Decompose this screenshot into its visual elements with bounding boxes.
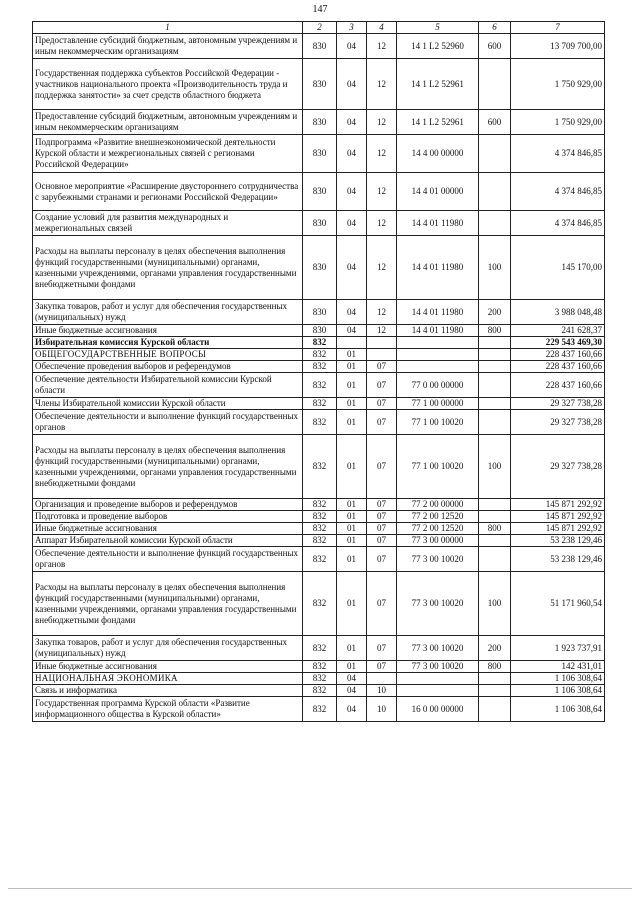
row-subsection: 12 [367,59,397,110]
row-amount: 29 327 738,28 [511,435,605,499]
row-amount: 241 628,37 [511,325,605,337]
row-target-article: 77 3 00 10020 [397,547,479,572]
row-name: Иные бюджетные ассигнования [33,523,303,535]
row-target-article [397,337,479,349]
row-admin-code: 830 [303,110,337,135]
row-section: 04 [337,173,367,211]
row-amount: 53 238 129,46 [511,535,605,547]
row-target-article: 14 4 01 00000 [397,173,479,211]
row-amount: 145 871 292,92 [511,523,605,535]
row-subsection [367,349,397,361]
table-row [33,34,605,59]
row-target-article: 14 4 00 00000 [397,135,479,173]
row-admin-code: 832 [303,697,337,722]
row-name: Основное мероприятие «Расширение двустороннего сотрудничества с зарубежными странами и регионами Российской Федерации» [33,173,303,211]
row-target-article: 14 1 L2 52960 [397,34,479,59]
row-expense-type [479,373,511,398]
table-header-row [33,22,605,34]
row-name: Закупка товаров, работ и услуг для обеспечения государственных (муниципальных) нужд [33,300,303,325]
header-col-2: 2 [303,22,337,34]
row-name: Организация и проведение выборов и референдумов [33,499,303,511]
row-expense-type [479,547,511,572]
row-section: 01 [337,435,367,499]
row-expense-type [479,697,511,722]
row-section: 01 [337,523,367,535]
row-section: 01 [337,661,367,673]
row-amount: 1 106 308,64 [511,673,605,685]
table-row [33,636,605,661]
table-row [33,523,605,535]
row-expense-type [479,361,511,373]
row-admin-code: 832 [303,361,337,373]
row-name: Обеспечение деятельности Избирательной комиссии Курской области [33,373,303,398]
row-target-article: 16 0 00 00000 [397,697,479,722]
row-admin-code: 830 [303,300,337,325]
row-amount: 29 327 738,28 [511,410,605,435]
row-admin-code: 830 [303,59,337,110]
row-admin-code: 832 [303,673,337,685]
row-expense-type [479,673,511,685]
budget-table [32,21,605,722]
row-name: Обеспечение проведения выборов и референдумов [33,361,303,373]
row-subsection: 07 [367,435,397,499]
row-target-article: 14 1 L2 52961 [397,110,479,135]
header-col-3: 3 [337,22,367,34]
row-amount: 1 750 929,00 [511,59,605,110]
row-target-article: 77 3 00 10020 [397,661,479,673]
row-target-article: 14 4 01 11980 [397,236,479,300]
row-expense-type [479,337,511,349]
row-name: Расходы на выплаты персоналу в целях обеспечения выполнения функций государственными (муниципальными) органами, казенными учреждениями, органами управления государственными внебюджетными фондами [33,435,303,499]
table-row [33,661,605,673]
row-subsection: 07 [367,499,397,511]
row-amount: 142 431,01 [511,661,605,673]
row-subsection: 07 [367,398,397,410]
row-target-article: 77 2 00 12520 [397,523,479,535]
row-amount: 29 327 738,28 [511,398,605,410]
header-col-7: 7 [511,22,605,34]
row-subsection: 07 [367,523,397,535]
row-subsection: 12 [367,34,397,59]
row-amount: 145 871 292,92 [511,499,605,511]
row-subsection: 07 [367,511,397,523]
row-expense-type [479,59,511,110]
row-amount: 1 106 308,64 [511,685,605,697]
row-expense-type: 100 [479,572,511,636]
table-row [33,499,605,511]
row-expense-type: 200 [479,636,511,661]
row-expense-type [479,499,511,511]
row-subsection: 12 [367,211,397,236]
row-admin-code: 832 [303,349,337,361]
row-admin-code: 832 [303,398,337,410]
row-expense-type: 600 [479,110,511,135]
table-row [33,325,605,337]
header-col-6: 6 [479,22,511,34]
header-col-4: 4 [367,22,397,34]
row-section: 04 [337,673,367,685]
row-amount: 3 988 048,48 [511,300,605,325]
row-name: Подпрограмма «Развитие внешнеэкономической деятельности Курской области и межрегиональных связей с регионами Российской Федерации» [33,135,303,173]
table-row [33,361,605,373]
row-subsection: 12 [367,173,397,211]
row-target-article: 77 1 00 10020 [397,410,479,435]
row-admin-code: 832 [303,373,337,398]
row-name: Связь и информатика [33,685,303,697]
row-subsection [367,673,397,685]
row-subsection: 12 [367,300,397,325]
row-name: Члены Избирательной комиссии Курской области [33,398,303,410]
row-subsection: 12 [367,110,397,135]
row-amount: 145 170,00 [511,236,605,300]
row-name: Аппарат Избирательной комиссии Курской области [33,535,303,547]
row-section: 04 [337,697,367,722]
row-amount: 1 106 308,64 [511,697,605,722]
row-admin-code: 832 [303,523,337,535]
row-admin-code: 832 [303,410,337,435]
row-target-article: 77 3 00 10020 [397,636,479,661]
row-target-article [397,673,479,685]
row-name: НАЦИОНАЛЬНАЯ ЭКОНОМИКА [33,673,303,685]
row-section: 01 [337,547,367,572]
row-admin-code: 832 [303,547,337,572]
row-expense-type [479,173,511,211]
row-name: Обеспечение деятельности и выполнение функций государственных органов [33,410,303,435]
row-section: 04 [337,211,367,236]
row-admin-code: 832 [303,511,337,523]
row-section: 04 [337,34,367,59]
row-expense-type: 800 [479,661,511,673]
row-admin-code: 830 [303,211,337,236]
row-target-article: 14 1 L2 52961 [397,59,479,110]
row-admin-code: 830 [303,325,337,337]
row-subsection: 07 [367,661,397,673]
row-admin-code: 832 [303,572,337,636]
row-amount: 4 374 846,85 [511,135,605,173]
row-expense-type [479,349,511,361]
row-subsection: 10 [367,697,397,722]
row-section: 01 [337,535,367,547]
row-section: 04 [337,685,367,697]
row-section: 01 [337,349,367,361]
table-row [33,511,605,523]
row-subsection: 12 [367,236,397,300]
row-target-article: 77 0 00 00000 [397,373,479,398]
row-admin-code: 832 [303,685,337,697]
row-amount: 1 750 929,00 [511,110,605,135]
row-amount: 228 437 160,66 [511,361,605,373]
row-subsection: 07 [367,373,397,398]
row-subsection [367,337,397,349]
row-admin-code: 830 [303,34,337,59]
row-expense-type: 200 [479,300,511,325]
row-expense-type [479,535,511,547]
row-amount: 228 437 160,66 [511,373,605,398]
row-name: Закупка товаров, работ и услуг для обеспечения государственных (муниципальных) нужд [33,636,303,661]
row-subsection: 12 [367,135,397,173]
row-target-article [397,349,479,361]
row-subsection: 07 [367,572,397,636]
table-row [33,398,605,410]
row-admin-code: 832 [303,661,337,673]
row-name: Иные бюджетные ассигнования [33,325,303,337]
row-subsection: 10 [367,685,397,697]
row-subsection: 07 [367,636,397,661]
row-name: Расходы на выплаты персоналу в целях обеспечения выполнения функций государственными (муниципальными) органами, казенными учреждениями, органами управления государственными внебюджетными фондами [33,572,303,636]
table-row [33,435,605,499]
page-bottom-edge [8,888,632,889]
row-target-article: 77 3 00 10020 [397,572,479,636]
row-name: Государственная программа Курской области «Развитие информационного общества в Курской области» [33,697,303,722]
row-target-article: 14 4 01 11980 [397,325,479,337]
table-row [33,236,605,300]
page-number: 147 [312,4,328,15]
row-target-article [397,685,479,697]
row-section [337,337,367,349]
table-body [33,34,605,722]
table-row [33,685,605,697]
row-name: Избирательная комиссия Курской области [33,337,303,349]
table-row [33,673,605,685]
row-expense-type [479,410,511,435]
row-amount: 229 543 469,30 [511,337,605,349]
row-section: 01 [337,572,367,636]
row-section: 04 [337,236,367,300]
row-section: 01 [337,511,367,523]
row-name: Подготовка и проведение выборов [33,511,303,523]
row-admin-code: 832 [303,636,337,661]
row-admin-code: 830 [303,173,337,211]
row-admin-code: 832 [303,337,337,349]
row-admin-code: 830 [303,236,337,300]
row-amount: 53 238 129,46 [511,547,605,572]
row-subsection: 07 [367,410,397,435]
row-admin-code: 832 [303,535,337,547]
row-target-article: 14 4 01 11980 [397,211,479,236]
row-target-article: 77 1 00 00000 [397,398,479,410]
table-row [33,373,605,398]
row-name: Расходы на выплаты персоналу в целях обеспечения выполнения функций государственными (муниципальными) органами, казенными учреждениями, органами управления государственными внебюджетными фондами [33,236,303,300]
row-name: Государственная поддержка субъектов Российской Федерации - участников национального проекта «Производительность труда и поддержка занятости» за счет средств областного бюджета [33,59,303,110]
row-subsection: 07 [367,361,397,373]
row-admin-code: 830 [303,135,337,173]
row-expense-type [479,511,511,523]
row-section: 01 [337,636,367,661]
row-expense-type: 100 [479,435,511,499]
row-name: ОБЩЕГОСУДАРСТВЕННЫЕ ВОПРОСЫ [33,349,303,361]
row-expense-type [479,135,511,173]
table-row [33,211,605,236]
row-amount: 51 171 960,54 [511,572,605,636]
row-name: Предоставление субсидий бюджетным, автономным учреждениям и иным некоммерческим организациям [33,34,303,59]
row-amount: 145 871 292,92 [511,511,605,523]
row-admin-code: 832 [303,435,337,499]
table-row [33,349,605,361]
table-row [33,110,605,135]
row-section: 01 [337,361,367,373]
row-section: 01 [337,398,367,410]
table-row [33,173,605,211]
row-section: 04 [337,59,367,110]
row-expense-type: 800 [479,523,511,535]
row-target-article: 77 2 00 00000 [397,499,479,511]
row-name: Обеспечение деятельности и выполнение функций государственных органов [33,547,303,572]
row-section: 01 [337,410,367,435]
table-row [33,135,605,173]
table-row [33,697,605,722]
row-expense-type [479,685,511,697]
row-name: Предоставление субсидий бюджетным, автономным учреждениям и иным некоммерческим организациям [33,110,303,135]
row-name: Иные бюджетные ассигнования [33,661,303,673]
row-amount: 4 374 846,85 [511,211,605,236]
row-target-article [397,361,479,373]
row-section: 01 [337,499,367,511]
table-row [33,59,605,110]
table-row [33,535,605,547]
table-row [33,300,605,325]
table-row [33,410,605,435]
row-section: 04 [337,135,367,173]
row-expense-type [479,398,511,410]
row-name: Создание условий для развития международных и межрегиональных связей [33,211,303,236]
row-amount: 1 923 737,91 [511,636,605,661]
row-section: 01 [337,373,367,398]
row-subsection: 07 [367,535,397,547]
row-expense-type: 100 [479,236,511,300]
row-section: 04 [337,300,367,325]
row-subsection: 12 [367,325,397,337]
row-target-article: 77 1 00 10020 [397,435,479,499]
row-amount: 228 437 160,66 [511,349,605,361]
header-col-1: 1 [33,22,303,34]
table-row [33,572,605,636]
row-expense-type: 600 [479,34,511,59]
row-admin-code: 832 [303,499,337,511]
row-section: 04 [337,110,367,135]
header-col-5: 5 [397,22,479,34]
table-row [33,337,605,349]
row-amount: 4 374 846,85 [511,173,605,211]
row-target-article: 14 4 01 11980 [397,300,479,325]
row-target-article: 77 3 00 00000 [397,535,479,547]
row-amount: 13 709 700,00 [511,34,605,59]
row-expense-type: 800 [479,325,511,337]
row-section: 04 [337,325,367,337]
table-row [33,547,605,572]
row-expense-type [479,211,511,236]
row-subsection: 07 [367,547,397,572]
row-target-article: 77 2 00 12520 [397,511,479,523]
